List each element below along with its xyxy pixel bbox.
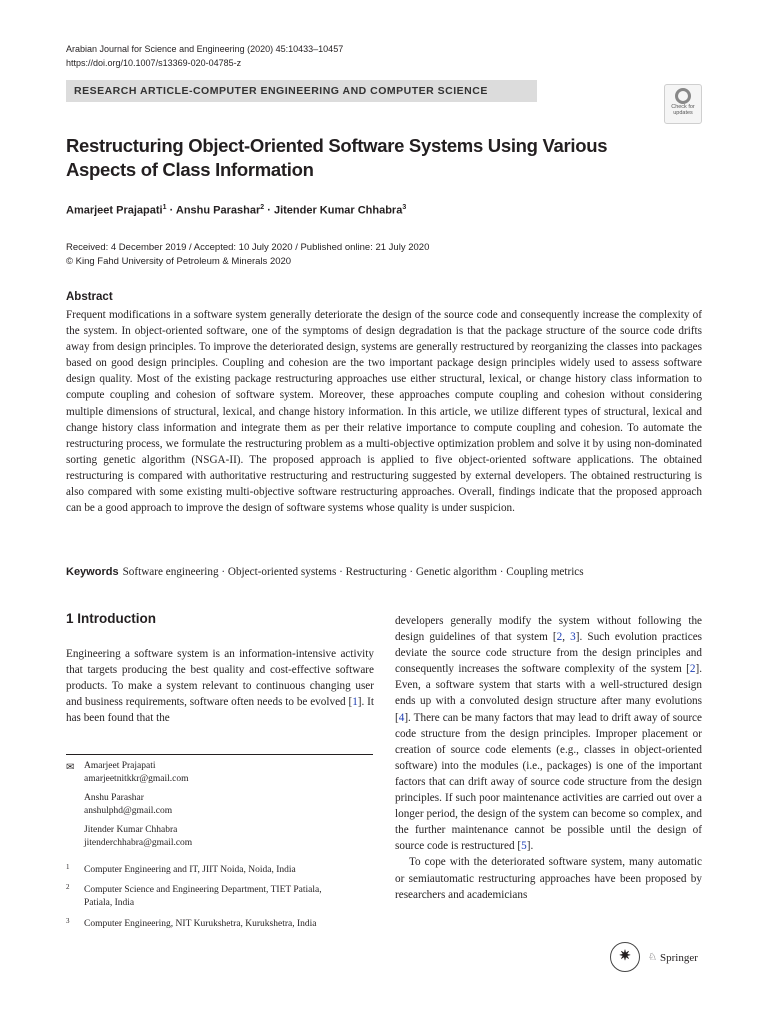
correspondent-email[interactable]: amarjeetnitkkr@gmail.com [84, 774, 189, 784]
author-affil-sup: 3 [402, 204, 407, 211]
citation-link[interactable]: 4 [398, 711, 405, 724]
intro-paragraph [395, 613, 702, 854]
author-name[interactable]: Anshu Parashar [175, 204, 261, 217]
keywords [66, 566, 706, 578]
body-text: ]. There can be many factors that may lead to drift away of source code structure from the design principles. Improper placement or creation of source code elements (e.g., classes in object-oriented software) into the modules (i.e., packages) is one of the important factors that can drift away of source code structure from the design principles. If such poor maintenance activities are carried out over a longer period, the design of the system can become so complex, and the further maintenance cannot be possible until the design of source code is restructured [ [395, 711, 702, 853]
badge-text-1: Check for [671, 104, 695, 110]
affiliation-text: Computer Engineering and IT, JIIT Noida, Noida, India [84, 865, 296, 875]
citation-link[interactable]: 5 [521, 840, 527, 853]
author-separator: · [166, 204, 176, 217]
author-affil-sup: 1 [162, 204, 167, 211]
correspondent-email[interactable]: jitenderchhabra@gmail.com [84, 838, 193, 848]
affiliation-text: Computer Engineering, NIT Kurukshetra, Kurukshetra, India [84, 919, 317, 929]
history-dates: Received: 4 December 2019 / Accepted: 10 July 2020 / Published online: 21 July 2020 [66, 242, 430, 253]
citation-link[interactable]: 2 [556, 631, 563, 644]
body-text: , [562, 631, 571, 644]
abstract-text: Frequent modifications in a software system generally deteriorate the design of the source code and consequently increase the complexity of the system. In object-oriented software, one of the symptoms of design degradation is that the package structure of the source code drifts away from design principles. To improve the deteriorated design, systems are generally restructured by reorganizing the classes into packages based on good design principles. Coupling and cohesion are the two important package design principles widely used to assess software design quality. Most of the existing package restructuring approaches use either structural, lexical, or change history class information to compute coupling and cohesion of software system. Moreover, these approaches compute coupling and cohesion without considering multiple dimensions of structural, lexical, and change history information. In this article, we utilize different types of structural, lexical and change history class information and integrate them as per their relative importance to compute coupling and cohesion. To automate the restructuring process, we formulate the restructuring problem as a multi-objective optimization problem and solve it by using non-dominated sorting genetic algorithm (NSGA-II). The proposed approach is applied to five object-oriented software applications. The obtained restructuring is compared with authoritative restructuring and restructuring suggested by external developers. The obtained restructuring is also compared with some existing multi-objective software restructuring approaches. Overall, findings indicate that the proposed approach can be a good approach to improve the design of software systems whose quality is under suspicion. [66, 309, 702, 515]
correspondent [66, 824, 376, 850]
check-updates-icon [675, 88, 691, 104]
publisher-footer [610, 942, 702, 976]
publisher-name: Springer [660, 952, 698, 964]
author-list [66, 204, 406, 217]
correspondence-block [66, 760, 376, 856]
intro-column-1 [66, 646, 374, 726]
correspondent-name: Anshu Parashar [84, 793, 144, 803]
badge-text-2: updates [673, 110, 693, 116]
citation-link[interactable]: 3 [570, 631, 576, 644]
envelope-icon: ✉ [66, 762, 75, 773]
section-heading-introduction: 1 Introduction [66, 611, 156, 626]
correspondent-name: Amarjeet Prajapati [84, 761, 156, 771]
author-affil-sup: 2 [260, 204, 265, 211]
copyright-line: © King Fahd University of Petroleum & Minerals 2020 [66, 256, 292, 267]
body-text: ]. [526, 840, 534, 853]
journal-name: Arabian Journal for Science and Engineering (2020) 45:10433–10457 [66, 44, 344, 54]
body-text: ]. Such evolution practices deviate the source code structure from the design principles and consequently increases the software complexity of the system [ [395, 631, 703, 676]
footnote-divider [66, 754, 373, 755]
springer-seal-icon: ✷ [610, 942, 640, 972]
journal-citation [66, 42, 343, 70]
intro-paragraph: To cope with the deteriorated software system, many automatic or semiautomatic restructuring approaches have been proposed by researchers and academicians [395, 856, 702, 901]
body-text: ]. It has been found that the [66, 696, 374, 725]
affiliation-text: Computer Science and Engineering Department, TIET Patiala, Patiala, India [84, 885, 322, 908]
springer-horse-icon: ♘ [648, 952, 657, 963]
intro-column-2 [395, 613, 702, 903]
affiliation-number: 3 [66, 917, 70, 925]
affiliation-number: 2 [66, 883, 70, 891]
body-text: ]. Even, a software system that starts with a well-structured design ends up with a convoluted design structure after many evolutions [ [395, 663, 702, 724]
keywords-list: Software engineering · Object-oriented systems · Restructuring · Genetic algorithm · Coupling metrics [122, 566, 584, 578]
correspondent-name: Jitender Kumar Chhabra [84, 825, 178, 835]
body-text: Engineering a software system is an information-intensive activity that targets producing the best quality and cost-effective software products. To make a system relevant to continuous changing user and business requirements, software often needs to be evolved [ [66, 648, 374, 709]
check-for-updates-badge[interactable] [664, 84, 702, 124]
doi-link[interactable]: https://doi.org/10.1007/s13369-020-04785-z [66, 58, 242, 68]
keywords-label: Keywords [66, 566, 119, 578]
article-type-banner [66, 80, 537, 102]
correspondent-email[interactable]: anshulphd@gmail.com [84, 806, 173, 816]
abstract-heading: Abstract [66, 291, 113, 303]
citation-link[interactable]: 2 [689, 663, 696, 676]
publication-dates [66, 241, 429, 269]
article-type-label: RESEARCH ARTICLE-COMPUTER ENGINEERING AND COMPUTER SCIENCE [74, 85, 488, 97]
author-name[interactable]: Amarjeet Prajapati [66, 204, 163, 217]
affiliation-number: 1 [66, 863, 70, 871]
citation-link[interactable]: 1 [352, 696, 358, 709]
correspondent [66, 760, 376, 786]
body-text: developers generally modify the system without following the design guidelines of that system [ [395, 615, 702, 644]
author-separator: · [264, 204, 274, 217]
paper-title: Restructuring Object-Oriented Software Systems Using Various Aspects of Class Information [66, 135, 608, 180]
correspondent [66, 792, 376, 818]
author-name[interactable]: Jitender Kumar Chhabra [273, 204, 403, 217]
